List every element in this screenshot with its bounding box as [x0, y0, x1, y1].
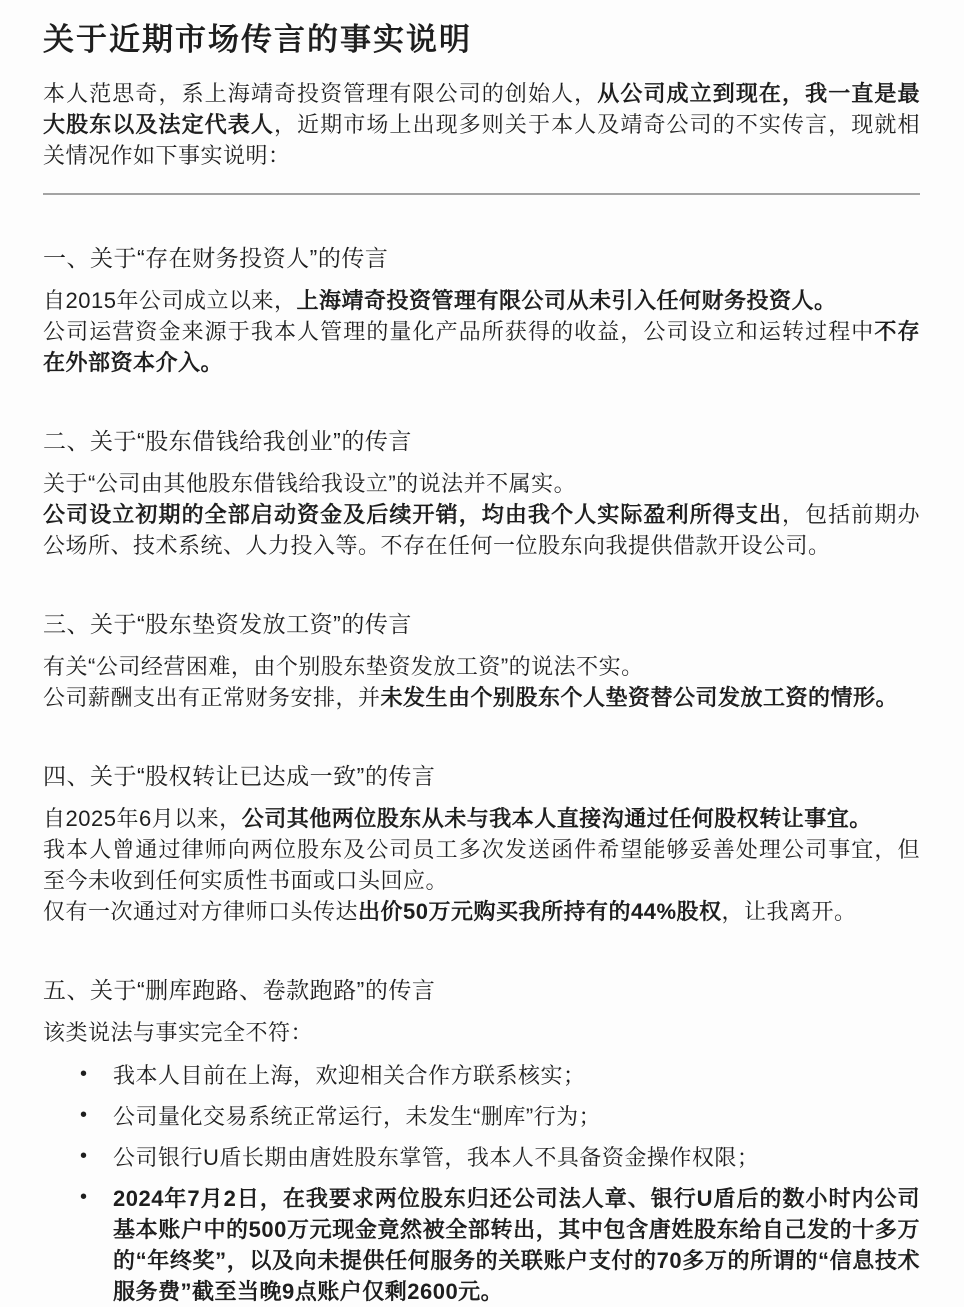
section-run-away-rumor	[43, 973, 920, 1307]
bullet-item: • 公司银行U盾长期由唐姓股东掌管，我本人不具备资金操作权限；	[113, 1142, 920, 1173]
section-equity-transfer-rumor	[43, 759, 920, 927]
section-paragraph: 公司设立初期的全部启动资金及后续开销，均由我个人实际盈利所得支出，包括前期办公场所、技术系统、人力投入等。不存在任何一位股东向我提供借款开设公司。	[43, 502, 920, 558]
section-paragraph: 关于“公司由其他股东借钱给我设立”的说法并不属实。	[43, 471, 577, 496]
intro-divider	[43, 193, 920, 195]
section-heading: 五、关于“删库跑路、卷款跑路”的传言	[43, 977, 436, 1003]
section-paragraph: 仅有一次通过对方律师口头传达出价50万元购买我所持有的44%股权，让我离开。	[43, 899, 857, 924]
section-paragraph: 公司薪酬支出有正常财务安排，并未发生由个别股东个人垫资替公司发放工资的情形。	[43, 685, 899, 710]
section-paragraph: 我本人曾通过律师向两位股东及公司员工多次发送函件希望能够妥善处理公司事宜，但至今未收到任何实质性书面或口头回应。	[43, 837, 920, 893]
bullet-list	[43, 1060, 920, 1307]
intro-paragraph: 本人范思奇，系上海靖奇投资管理有限公司的创始人，从公司成立到现在，我一直是最大股东以及法定代表人，近期市场上出现多则关于本人及靖奇公司的不实传言，现就相关情况作如下事实说明：	[43, 81, 920, 168]
section-shareholder-loan-rumor	[43, 424, 920, 561]
section-paragraph: 公司运营资金来源于我本人管理的量化产品所获得的收益，公司设立和运转过程中不存在外部资本介入。	[43, 319, 920, 375]
section-heading: 一、关于“存在财务投资人”的传言	[43, 245, 389, 271]
section-paragraph: 有关“公司经营困难，由个别股东垫资发放工资”的说法不实。	[43, 654, 644, 679]
section-financial-investor-rumor	[43, 241, 920, 378]
section-paragraph: 自2015年公司成立以来，上海靖奇投资管理有限公司从未引入任何财务投资人。	[43, 288, 837, 313]
section-heading: 二、关于“股东借钱给我创业”的传言	[43, 428, 412, 454]
section-salary-advance-rumor	[43, 607, 920, 713]
bullet-item: • 我本人目前在上海，欢迎相关合作方联系核实；	[113, 1060, 920, 1091]
document-title: 关于近期市场传言的事实说明	[43, 22, 472, 57]
bullet-item: • 2024年7月2日，在我要求两位股东归还公司法人章、银行U盾后的数小时内公司基本账户中的500万元现金竟然被全部转出，其中包含唐姓股东给自己发的十多万的“年终奖”，以及向未提供任何服务的关联账户支付的70多万的所谓的“信息技术服务费”截至当晚9点账户仅剩2600元。	[113, 1183, 920, 1307]
section-heading: 三、关于“股东垫资发放工资”的传言	[43, 611, 412, 637]
bullet-item: • 公司量化交易系统正常运行，未发生“删库”行为；	[113, 1101, 920, 1132]
section-heading: 四、关于“股权转让已达成一致”的传言	[43, 763, 436, 789]
section-paragraph: 自2025年6月以来，公司其他两位股东从未与我本人直接沟通过任何股权转让事宜。	[43, 806, 872, 831]
statement-document	[43, 20, 920, 1307]
section-paragraph: 该类说法与事实完全不符：	[43, 1020, 314, 1045]
